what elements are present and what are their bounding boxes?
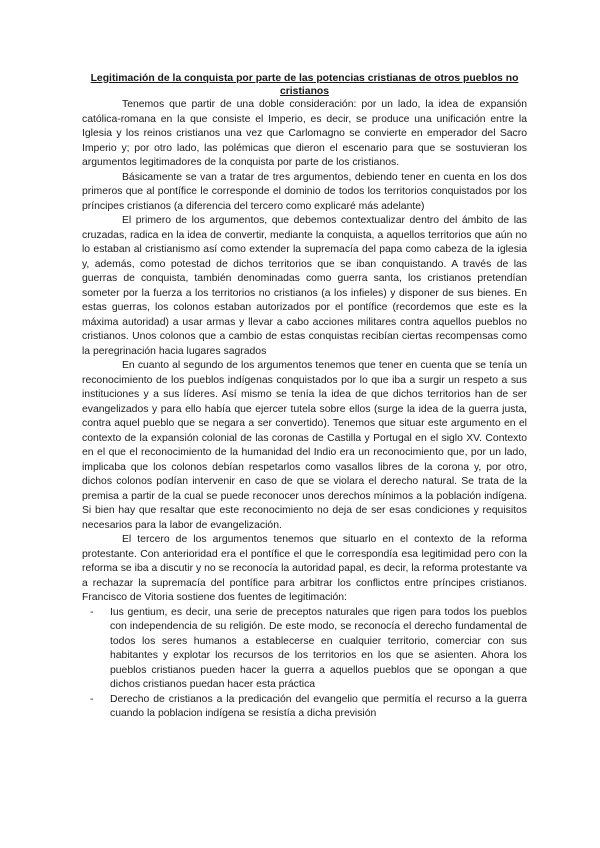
paragraph-third-argument: El tercero de los argumentos tenemos que situarlo en el contexto de la reforma protestante. Con anterioridad era el pontífice el que le correspondía esa legitimidad pero con la reforma se iba a discutir y no se reconocía la autoridad papal, es decir, la reforma protestante va a rechazar la supremacía del pontífice para arbitrar los conflictos entre príncipes cristianos. Francisco de Vitoria sostiene dos fuentes de legitimación:	[82, 534, 527, 603]
document-title: Legitimación de la conquista por parte de las potencias cristianas de otros pueblos no cristianos	[90, 73, 519, 97]
paragraph-intro: Tenemos que partir de una doble consideración: por un lado, la idea de expansión católica-romana en la que consiste el Imperio, es decir, se produce una unificación entre la Iglesia y los reinos cristianos una vez que Carlomagno se convierte en emperador del Sacro Imperio y; por otro lado, las polémicas que dieron el escenario para que se sostuvieran los argumentos legitimadores de la conquista por parte de los cristianos.	[82, 99, 527, 168]
list-item	[82, 693, 527, 722]
dash-bullet: -	[90, 606, 94, 618]
dash-bullet: -	[90, 693, 94, 705]
paragraph-three-arguments: Básicamente se van a tratar de tres argumentos, debiendo tener en cuenta en los dos primeros que al pontífice le corresponde el dominio de todos los territorios conquistados por los príncipes cristianos (a diferencia del tercero como explicaré más adelante)	[82, 171, 527, 212]
list-item-text: Derecho de cristianos a la predicación del evangelio que permitía el recurso a la guerra cuando la poblacion indígena se resistía a dicha previsión	[110, 693, 527, 719]
paragraph-second-argument: En cuanto al segundo de los argumentos tenemos que tener en cuenta que se tenía un reconocimiento de los pueblos indígenas conquistados por lo que iba a surgir un respeto a sus instituciones y a sus líderes. Así mismo se tenía la idea de que dichos territorios han de ser evangelizados y para ello había que ejercer tutela sobre ellos (surge la idea de la guerra justa, contra aquel pueblo que se negara a ser convertido). Tenemos que situar este argumento en el contexto de la expansión colonial de las coronas de Castilla y Portugal en el siglo XV. Contexto en el que el reconocimiento de la humanidad del Indio era un reconocimiento que, por un lado, implicaba que los colonos debían respetarlos como vasallos libres de la corona y, por otro, dichos colonos podían intervenir en caso de que se violara el derecho natural. Se trata de la premisa a partir de la cual se puede reconocer unos derechos mínimos a la población indígena. Si bien hay que resaltar que este reconocimiento no deja de ser esas condiciones y requisitos necesarios para la labor de evangelización.	[82, 360, 527, 531]
list-item	[82, 606, 527, 693]
paragraph-first-argument: El primero de los argumentos, que debemos contextualizar dentro del ámbito de las cruzadas, radica en la idea de convertir, mediante la conquista, a aquellos territorios que aún no lo estaban al cristianismo así como extender la supremacía del papa como cabeza de la iglesia y, además, como potestad de dichos territorios que se iban conquistando. A través de las guerras de conquista, también denominadas como guerra santa, los cristianos pretendían someter por la fuerza a los territorios no cristianos (a los infieles) y disponer de sus bienes. En estas guerras, los colonos estaban autorizados por el pontífice (recordemos que este es la máxima autoridad) a usar armas y llevar a cabo acciones militares contra aquellos pueblos no cristianos. Unos colonos que a cambio de estas conquistas recibían ciertas recompensas como la peregrinación hacia lugares sagrados	[82, 215, 527, 357]
document-page	[82, 72, 527, 722]
list-item-text: Ius gentium, es decir, una serie de preceptos naturales que rigen para todos los pueblos con independencia de su religión. De este modo, se reconocía el derecho fundamental de todos los seres humanos a establecerse en cualquier territorio, comerciar con sus habitantes y explotar los recursos de los territorios en los que se asienten. Ahora los pueblos cristianos pueden hacer la guerra a aquellos pueblos que se opongan a que dichos cristianos puedan hacer esta práctica	[110, 606, 527, 690]
legitimation-sources-list	[82, 606, 527, 722]
